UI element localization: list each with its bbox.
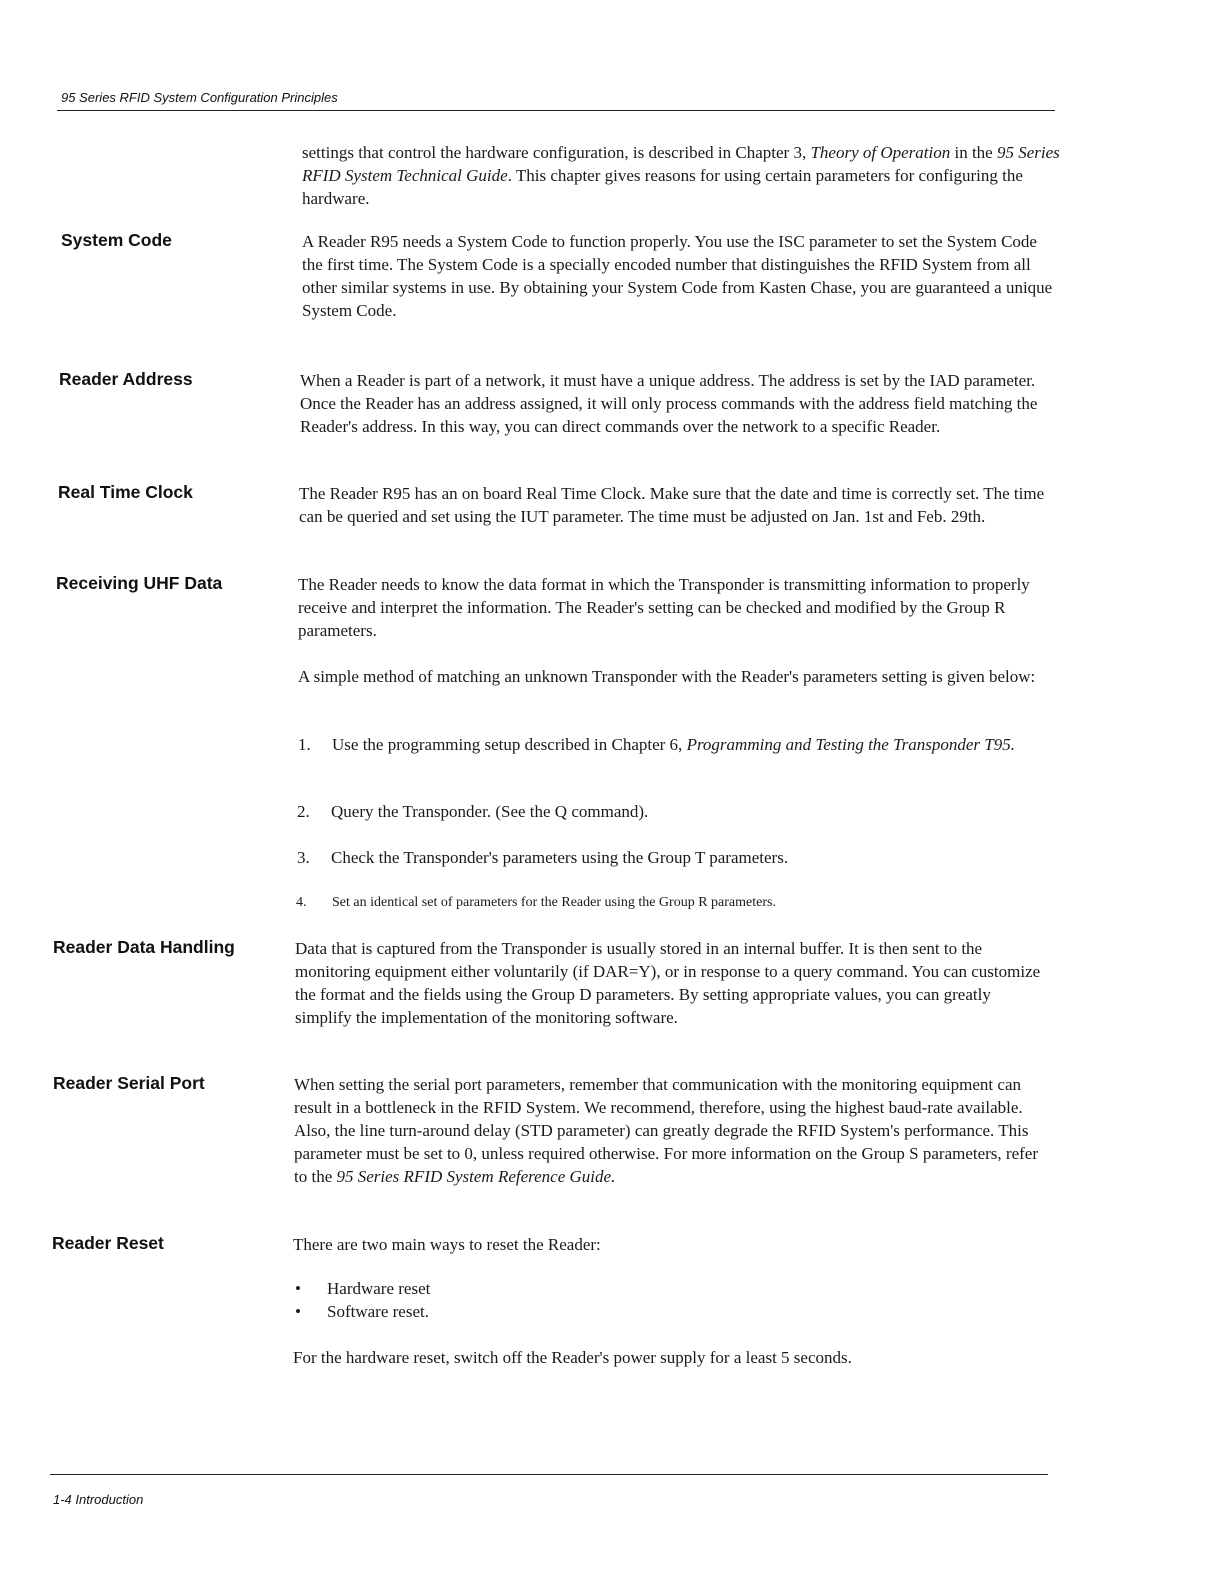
intro-italic-2: 95 Series RFID System Technical Guide bbox=[302, 143, 1060, 185]
list-text bbox=[332, 733, 1032, 756]
list-text-part: Use the programming setup described in Chapter 6, bbox=[332, 735, 687, 754]
list-text: Check the Transponder's parameters using the Group T parameters. bbox=[331, 848, 789, 867]
list-text: Query the Transponder. (See the Q command). bbox=[331, 802, 649, 821]
side-heading: Reader Address bbox=[59, 369, 193, 389]
header-rule bbox=[57, 110, 1055, 111]
side-heading: Reader Serial Port bbox=[53, 1073, 205, 1093]
list-number: 1. bbox=[298, 735, 311, 754]
intro-text-3: . This chapter gives reasons for using certain parameters for configuring the hardware. bbox=[302, 166, 1023, 208]
list-text: Set an identical set of parameters for the Reader using the Group R parameters. bbox=[332, 895, 776, 910]
side-heading: System Code bbox=[61, 230, 172, 250]
footer-rule bbox=[50, 1474, 1048, 1475]
list-text-italic: Programming and Testing the Transponder T95. bbox=[686, 735, 1015, 754]
section-paragraph bbox=[294, 1073, 1049, 1188]
section-paragraph: There are two main ways to reset the Reader: bbox=[293, 1235, 601, 1254]
section-paragraph-2: A simple method of matching an unknown Transponder with the Reader's parameters setting is given below: bbox=[298, 667, 1036, 686]
bullet-icon: • bbox=[295, 1279, 301, 1298]
bullet-text: Software reset. bbox=[327, 1302, 429, 1321]
bullet-icon: • bbox=[295, 1302, 301, 1321]
intro-text-2: in the bbox=[950, 143, 997, 162]
section-paragraph-2: For the hardware reset, switch off the Reader's power supply for a least 5 seconds. bbox=[293, 1348, 852, 1367]
bullet-text: Hardware reset bbox=[327, 1279, 431, 1298]
side-heading: Receiving UHF Data bbox=[56, 573, 223, 593]
side-heading: Reader Reset bbox=[52, 1233, 164, 1253]
section-paragraph: The Reader R95 has an on board Real Time Clock. Make sure that the date and time is correctly set. The time can be queried and set using the IUT parameter. The time must be adjusted on Jan. 1st and Feb. 29th. bbox=[299, 484, 1045, 526]
paragraph-text: When setting the serial port parameters, remember that communication with the monitoring equipment can result in a bottleneck in the RFID System. We recommend, therefore, using the highest baud-rate available. Also, the line turn-around delay (STD parameter) can greatly degrade the RFID System's performance. This parameter must be set to 0, unless required otherwise. For more information on the Group S parameters, refer to the bbox=[294, 1075, 1038, 1186]
section-paragraph: Data that is captured from the Transponder is usually stored in an internal buffer. It is then sent to the monitoring equipment either voluntarily (if DAR=Y), or in response to a query command. You can customize the format and the fields using the Group D parameters. By setting appropriate values, you can greatly simplify the implementation of the monitoring software. bbox=[295, 939, 1041, 1027]
side-heading: Reader Data Handling bbox=[53, 937, 235, 957]
intro-text-1: settings that control the hardware configuration, is described in Chapter 3, bbox=[302, 143, 811, 162]
paragraph-italic: 95 Series RFID System Reference Guide. bbox=[336, 1167, 616, 1186]
running-header: 95 Series RFID System Configuration Principles bbox=[61, 90, 338, 105]
list-number: 2. bbox=[297, 802, 310, 821]
side-heading: Real Time Clock bbox=[58, 482, 193, 502]
section-paragraph: The Reader needs to know the data format in which the Transponder is transmitting information to properly receive and interpret the information. The Reader's setting can be checked and modified by the Group R parameters. bbox=[298, 575, 1030, 640]
list-number: 3. bbox=[297, 848, 310, 867]
intro-italic-1: Theory of Operation bbox=[810, 143, 951, 162]
running-footer: 1-4 Introduction bbox=[53, 1492, 144, 1507]
intro-paragraph bbox=[302, 141, 1062, 210]
section-paragraph: A Reader R95 needs a System Code to function properly. You use the ISC parameter to set the System Code the first time. The System Code is a specially encoded number that distinguishes the RFID System from all other similar systems in use. By obtaining your System Code from Kasten Chase, you are guaranteed a unique System Code. bbox=[302, 232, 1053, 320]
list-number: 4. bbox=[296, 895, 307, 910]
section-paragraph: When a Reader is part of a network, it must have a unique address. The address is set by the IAD parameter. Once the Reader has an address assigned, it will only process commands with the address field matching the Reader's address. In this way, you can direct commands over the network to a specific Reader. bbox=[300, 371, 1038, 436]
